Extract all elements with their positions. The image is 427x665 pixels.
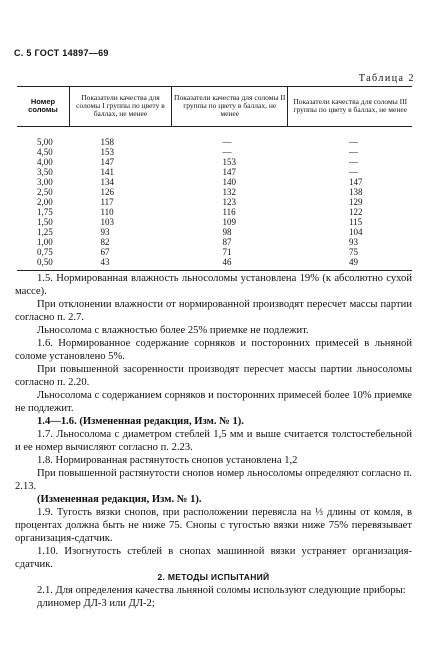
cell-number: 2,00 bbox=[37, 197, 53, 207]
cell-group-3: 129 bbox=[348, 197, 363, 207]
cell-group-3: 93 bbox=[348, 237, 358, 247]
cell-group-3: 147 bbox=[348, 177, 363, 187]
table-row bbox=[17, 257, 412, 271]
cell-number: 3,50 bbox=[37, 167, 53, 177]
cell-group-2: 46 bbox=[222, 257, 232, 267]
paragraph-1-6: 1.6. Нормированное содержание сорняков и посторонних примесей в льняной соломе установлено 5%. bbox=[15, 338, 412, 362]
cell-group-1: 117 bbox=[100, 197, 114, 207]
cell-group-2: 71 bbox=[222, 247, 232, 257]
cell-group-1: 147 bbox=[100, 157, 114, 167]
cell-group-3: — bbox=[348, 147, 358, 157]
table-body bbox=[17, 127, 412, 271]
cell-group-1: 82 bbox=[100, 237, 110, 247]
cell-group-2: 123 bbox=[222, 197, 236, 207]
cell-group-2: 132 bbox=[222, 187, 236, 197]
page-header: С. 5 ГОСТ 14897—69 bbox=[14, 48, 109, 58]
cell-group-1: 93 bbox=[100, 227, 110, 237]
cell-group-2: 109 bbox=[222, 217, 236, 227]
table-row bbox=[17, 177, 412, 187]
cell-group-2: — bbox=[222, 147, 232, 157]
column-header-group-1: Показатели качества для соломы I группы по цвету в баллах, не менее bbox=[70, 87, 172, 127]
cell-number: 0,50 bbox=[37, 257, 53, 267]
paragraph-amendment-1: 1.4—1.6. (Измененная редакция, Изм. № 1). bbox=[37, 416, 244, 427]
cell-group-3: — bbox=[348, 137, 358, 147]
cell-group-1: 134 bbox=[100, 177, 114, 187]
paragraph-1-9: 1.9. Тугость вязки снопов, при расположении перевясла на ⅓ длины от комля, в процентах должна быть не ниже 75. Снопы с тугостью вязки ниже 75% перевязывает организация-сдатчик. bbox=[15, 507, 412, 544]
paragraph-stretch: При повышенной растянутости снопов номер льносоломы определяют согласно п. 2.13. bbox=[15, 468, 412, 492]
paragraph-moisture-limit: Льносолома с влажностью более 25% приемке не подлежит. bbox=[37, 325, 309, 336]
paragraph-moisture-deviation: При отклонении влажности от нормированной производят пересчет массы партии согласно п. 2.7. bbox=[15, 299, 412, 323]
column-header-number: Номер соломы bbox=[17, 87, 70, 127]
cell-group-2: 98 bbox=[222, 227, 232, 237]
cell-group-1: 158 bbox=[100, 137, 114, 147]
cell-number: 0,75 bbox=[37, 247, 53, 257]
cell-group-1: 67 bbox=[100, 247, 110, 257]
table-row bbox=[17, 237, 412, 247]
quality-table bbox=[17, 86, 412, 271]
cell-group-1: 141 bbox=[100, 167, 114, 177]
cell-number: 1,00 bbox=[37, 237, 53, 247]
paragraph-1-8: 1.8. Нормированная растянутость снопов установлена 1,2 bbox=[37, 455, 298, 466]
table-row bbox=[17, 157, 412, 167]
cell-group-1: 110 bbox=[100, 207, 114, 217]
paragraph-2-1: 2.1. Для определения качества льняной соломы используют следующие приборы: bbox=[37, 585, 406, 596]
table-row bbox=[17, 167, 412, 177]
cell-number: 1,75 bbox=[37, 207, 53, 217]
cell-group-3: 49 bbox=[348, 257, 358, 267]
cell-number: 4,00 bbox=[37, 157, 53, 167]
table-row bbox=[17, 227, 412, 237]
paragraph-devices-list: длиномер ДЛ-3 или ДЛ-2; bbox=[37, 598, 155, 609]
table-row bbox=[17, 207, 412, 217]
cell-number: 1,50 bbox=[37, 217, 53, 227]
table-row bbox=[17, 127, 412, 148]
cell-number: 3,00 bbox=[37, 177, 53, 187]
cell-group-2: 147 bbox=[222, 167, 236, 177]
cell-group-3: 138 bbox=[348, 187, 363, 197]
cell-group-3: 115 bbox=[348, 217, 363, 227]
cell-number: 4,50 bbox=[37, 147, 53, 157]
paragraph-1-7: 1.7. Льносолома с диаметром стеблей 1,5 мм и выше считается толстостебельной и ее номер вычисляют согласно п. 2.23. bbox=[15, 429, 412, 453]
paragraph-1-5: 1.5. Нормированная влажность льносоломы установлена 19% (к абсолютно сухой массе). bbox=[15, 273, 412, 297]
paragraph-weed-limit: Льносолома с содержанием сорняков и посторонних примесей более 10% приемке не подлежит. bbox=[15, 390, 412, 414]
paragraph-amendment-2: (Измененная редакция, Изм. № 1). bbox=[37, 494, 202, 505]
cell-group-1: 43 bbox=[100, 257, 110, 267]
cell-number: 1,25 bbox=[37, 227, 53, 237]
cell-group-2: 116 bbox=[222, 207, 236, 217]
table-row bbox=[17, 187, 412, 197]
column-header-group-2: Показатели качества для соломы II группы по цвету в баллах, не менее bbox=[171, 87, 288, 127]
column-header-group-3: Показатели качества для соломы III группы по цвету в баллах, не менее bbox=[288, 87, 412, 127]
cell-number: 2,50 bbox=[37, 187, 53, 197]
table-row bbox=[17, 147, 412, 157]
cell-group-1: 126 bbox=[100, 187, 114, 197]
table-row bbox=[17, 197, 412, 207]
cell-group-2: 140 bbox=[222, 177, 236, 187]
table-row bbox=[17, 247, 412, 257]
cell-group-2: 153 bbox=[222, 157, 236, 167]
cell-group-3: 122 bbox=[348, 207, 363, 217]
cell-group-3: 104 bbox=[348, 227, 363, 237]
cell-number: 5,00 bbox=[37, 137, 53, 147]
cell-group-3: 75 bbox=[348, 247, 358, 257]
body-text bbox=[15, 272, 412, 610]
cell-group-3: — bbox=[348, 157, 358, 167]
cell-group-2: 87 bbox=[222, 237, 232, 247]
paragraph-1-10: 1.10. Изогнутость стеблей в снопах машинной вязки устраняет организация-сдатчик. bbox=[15, 546, 412, 570]
cell-group-3: — bbox=[348, 167, 358, 177]
section-title-methods: 2. МЕТОДЫ ИСПЫТАНИЙ bbox=[157, 572, 270, 582]
cell-group-1: 103 bbox=[100, 217, 114, 227]
table-row bbox=[17, 217, 412, 227]
cell-group-1: 153 bbox=[100, 147, 114, 157]
table-header-row bbox=[17, 87, 412, 127]
cell-group-2: — bbox=[222, 137, 232, 147]
table-caption: Таблица 2 bbox=[358, 73, 415, 84]
paragraph-weediness: При повышенной засоренности производят пересчет массы партии льносоломы согласно п. 2.20. bbox=[15, 364, 412, 388]
